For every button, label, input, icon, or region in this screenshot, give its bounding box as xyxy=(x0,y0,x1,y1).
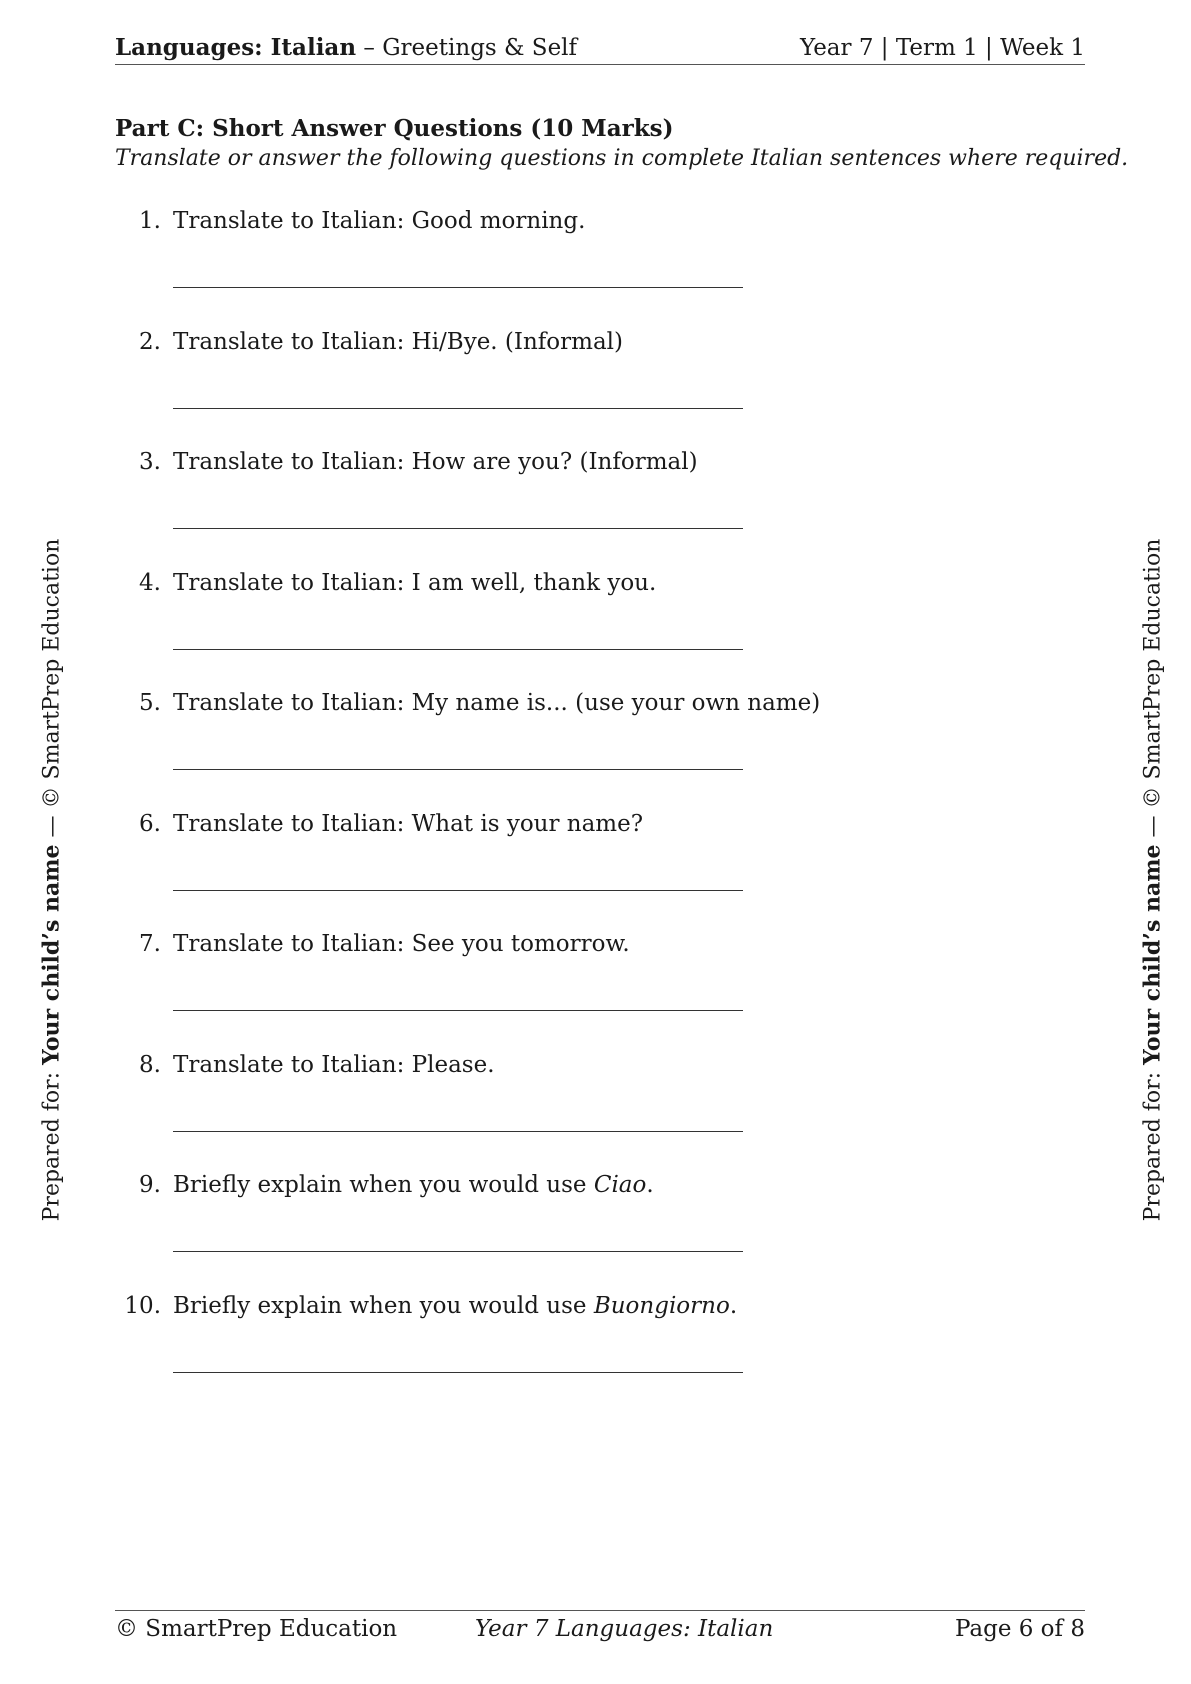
question-text xyxy=(173,927,630,961)
answer-line[interactable] xyxy=(173,408,743,409)
question-text xyxy=(173,1048,495,1082)
question-prompt: Translate to Italian: Hi/Bye. (Informal) xyxy=(173,328,624,355)
question-text xyxy=(173,325,623,359)
section-instructions: Translate or answer the following questions in complete Italian sentences where required. xyxy=(115,146,1129,171)
question-item xyxy=(115,1289,915,1410)
answer-line[interactable] xyxy=(173,1010,743,1011)
question-number: 9. xyxy=(139,1172,161,1198)
question-text xyxy=(173,445,698,479)
question-item xyxy=(115,927,915,1048)
section-title: Part C: Short Answer Questions (10 Marks) xyxy=(115,115,674,142)
question-number: 3. xyxy=(139,449,161,475)
question-number: 8. xyxy=(139,1051,161,1078)
side-margin-text xyxy=(37,539,68,1222)
header-title xyxy=(115,32,577,64)
question-item xyxy=(115,1168,915,1289)
side-margin-suffix: — © SmartPrep Education xyxy=(39,538,65,845)
side-margin-suffix: — © SmartPrep Education xyxy=(1140,538,1166,845)
header-separator: – xyxy=(356,35,383,61)
answer-line[interactable] xyxy=(173,769,743,770)
question-item xyxy=(115,807,915,928)
question-prompt: Briefly explain when you would use xyxy=(173,1172,594,1198)
question-item xyxy=(115,686,915,807)
footer-copyright: © SmartPrep Education xyxy=(115,1616,398,1642)
question-list xyxy=(115,204,915,1409)
question-text xyxy=(173,1168,654,1202)
question-prompt: Translate to Italian: My name is... (use your own name) xyxy=(173,690,821,716)
header-topic: Greetings & Self xyxy=(382,35,578,61)
question-item xyxy=(115,204,915,325)
answer-line[interactable] xyxy=(173,649,743,650)
footer-course: Year 7 Languages: Italian xyxy=(475,1616,774,1642)
section-heading xyxy=(115,114,1129,174)
question-number: 5. xyxy=(139,690,161,716)
answer-line[interactable] xyxy=(173,1251,743,1252)
question-number: 4. xyxy=(139,569,161,596)
question-prompt: Translate to Italian: How are you? (Informal) xyxy=(173,449,698,475)
question-prompt: Translate to Italian: Please. xyxy=(173,1051,495,1078)
answer-line[interactable] xyxy=(173,1372,743,1373)
question-prompt: Briefly explain when you would use xyxy=(173,1292,594,1319)
header-subject: Languages: Italian xyxy=(115,34,357,61)
question-number: 2. xyxy=(139,328,161,355)
answer-line[interactable] xyxy=(173,528,743,529)
header-meta: Year 7 | Term 1 | Week 1 xyxy=(800,35,1085,61)
question-item xyxy=(115,566,915,687)
question-prompt: Translate to Italian: I am well, thank you. xyxy=(173,569,657,596)
answer-line[interactable] xyxy=(173,890,743,891)
question-text xyxy=(173,204,585,238)
question-prompt: Translate to Italian: What is your name? xyxy=(173,810,644,837)
question-emphasis: Buongiorno xyxy=(593,1292,730,1319)
question-item xyxy=(115,325,915,446)
question-suffix: . xyxy=(646,1172,654,1198)
page-header xyxy=(115,32,1085,65)
question-number: 7. xyxy=(139,931,161,957)
question-number: 1. xyxy=(139,208,161,234)
page-footer xyxy=(115,1610,1085,1647)
question-text xyxy=(173,1289,737,1323)
question-emphasis: Ciao xyxy=(593,1172,647,1198)
side-margin-right xyxy=(1133,538,1173,1222)
question-prompt: Translate to Italian: Good morning. xyxy=(173,208,586,234)
side-margin-text xyxy=(1138,539,1169,1222)
answer-line[interactable] xyxy=(173,1131,743,1132)
question-item xyxy=(115,445,915,566)
side-margin-prefix: Prepared for: xyxy=(1140,1064,1166,1222)
side-margin-prefix: Prepared for: xyxy=(39,1064,65,1222)
question-number: 10. xyxy=(124,1292,161,1319)
side-margin-left xyxy=(32,538,72,1222)
side-margin-name: Your child’s name xyxy=(38,844,65,1065)
question-prompt: Translate to Italian: See you tomorrow. xyxy=(173,931,630,957)
question-number: 6. xyxy=(139,810,161,837)
side-margin-name: Your child’s name xyxy=(1139,844,1166,1065)
footer-page-number: Page 6 of 8 xyxy=(954,1616,1085,1642)
question-item xyxy=(115,1048,915,1169)
question-text xyxy=(173,807,643,841)
question-suffix: . xyxy=(729,1292,738,1319)
question-text xyxy=(173,566,656,600)
answer-line[interactable] xyxy=(173,287,743,288)
question-text xyxy=(173,686,820,720)
